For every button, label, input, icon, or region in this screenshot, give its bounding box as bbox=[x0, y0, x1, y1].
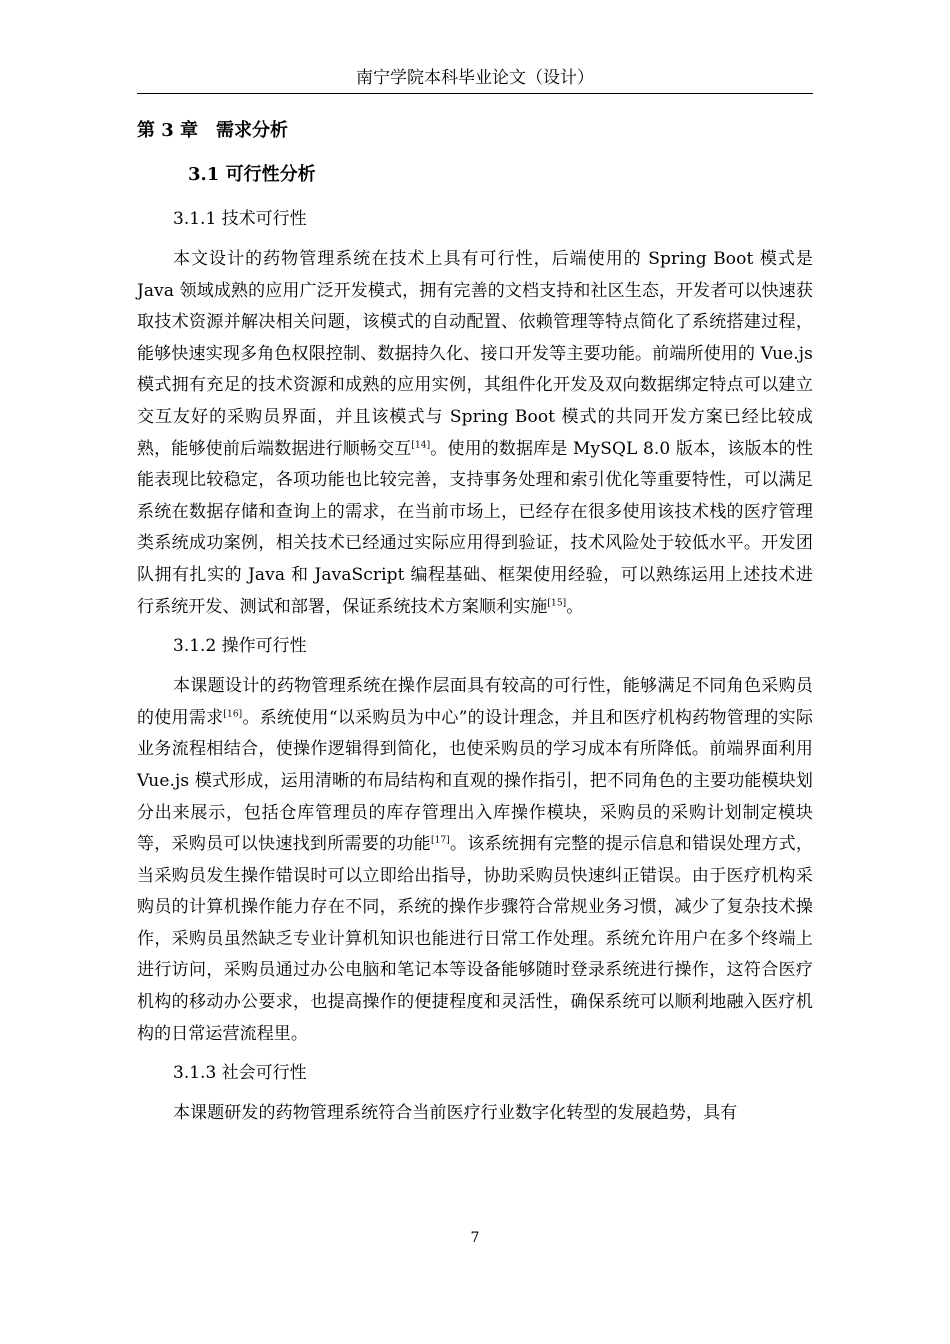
subsection-heading-technical: 3.1.1 技术可行性 bbox=[173, 209, 307, 229]
page-number: 7 bbox=[470, 1230, 480, 1246]
citation-16: [16] bbox=[223, 709, 243, 720]
citation-15: [15] bbox=[547, 597, 567, 608]
page-body bbox=[137, 118, 813, 1140]
paragraph-operational-text-3: 。该系统拥有完整的提示信息和错误处理方式，当采购员发生操作错误时可以立即给出指导，协助采购员快速纠正错误。由于医疗机构采购员的计算机操作能力存在不同，系统的操作步骤符合常规业务习惯，减少了复杂技术操作，采购员虽然缺乏专业计算机知识也能进行日常工作处理。系统允许用户在多个终端上进行访问，采购员通过办公电脑和笔记本等设备能够随时登录系统进行操作，这符合医疗机构的移动办公要求，也提高操作的便捷程度和灵活性，确保系统可以顺利地融入医疗机构的日常运营流程里。 bbox=[137, 834, 813, 1044]
section-heading: 3.1 可行性分析 bbox=[188, 164, 316, 185]
running-header: 南宁学院本科毕业论文（设计） bbox=[356, 68, 594, 88]
paragraph-operational bbox=[137, 671, 813, 1050]
paragraph-technical-text-3: 。 bbox=[566, 596, 584, 617]
header-rule bbox=[137, 93, 813, 94]
citation-17: [17] bbox=[430, 835, 450, 846]
paragraph-technical-text-2: 。使用的数据库是 MySQL 8.0 版本，该版本的性能表现比较稳定，各项功能也比较完善，支持事务处理和索引优化等重要特性，可以满足系统在数据存储和查询上的需求，在当前市场上，已经存在很多使用该技术栈的医疗管理类系统成功案例，相关技术已经通过实际应用得到验证，技术风险处于较低水平。开发团队拥有扎实的 Java 和 JavaScript 编程基础、框架使用经验，可以熟练运用上述技术进行系统开发、测试和部署，保证系统技术方案顺利实施 bbox=[137, 438, 813, 617]
paragraph-social: 本课题研发的药物管理系统符合当前医疗行业数字化转型的发展趋势，具有 bbox=[173, 1103, 738, 1124]
paragraph-technical bbox=[137, 244, 813, 623]
paragraph-operational-text-1: 本课题设计的药物管理系统在操作层面具有较高的可行性，能够满足不同角色采购员的使用需求 bbox=[137, 676, 813, 728]
paragraph-operational-text-2: 。系统使用“以采购员为中心”的设计理念，并且和医疗机构药物管理的实际业务流程相结合，使操作逻辑得到简化，也使采购员的学习成本有所降低。前端界面利用 Vue.js 模式形成，运用清晰的布局结构和直观的操作指引，把不同角色的主要功能模块划分出来展示，包括仓库管理员的库存管理出入库操作模块，采购员的采购计划制定模块等，采购员可以快速找到所需要的功能 bbox=[137, 707, 814, 855]
citation-14: [14] bbox=[411, 439, 431, 450]
subsection-heading-operational: 3.1.2 操作可行性 bbox=[173, 636, 307, 657]
subsection-heading-social: 3.1.3 社会可行性 bbox=[173, 1063, 307, 1084]
chapter-heading: 第 3 章 需求分析 bbox=[137, 120, 289, 141]
paragraph-technical-text-1: 本文设计的药物管理系统在技术上具有可行性，后端使用的 Spring Boot 模式是 Java 领域成熟的应用广泛开发模式，拥有完善的文档支持和社区生态，开发者可以快速获取技术资源并解决相关问题，该模式的自动配置、依赖管理等特点简化了系统搭建过程，能够快速实现多角色权限控制、数据持久化、接口开发等主要功能。前端所使用的 Vue.js 模式拥有充足的技术资源和成熟的应用实例，其组件化开发及双向数据绑定特点可以建立交互友好的采购员界面，并且该模式与 Spring Boot 模式的共同开发方案已经比较成熟，能够使前后端数据进行顺畅交互 bbox=[137, 249, 813, 459]
